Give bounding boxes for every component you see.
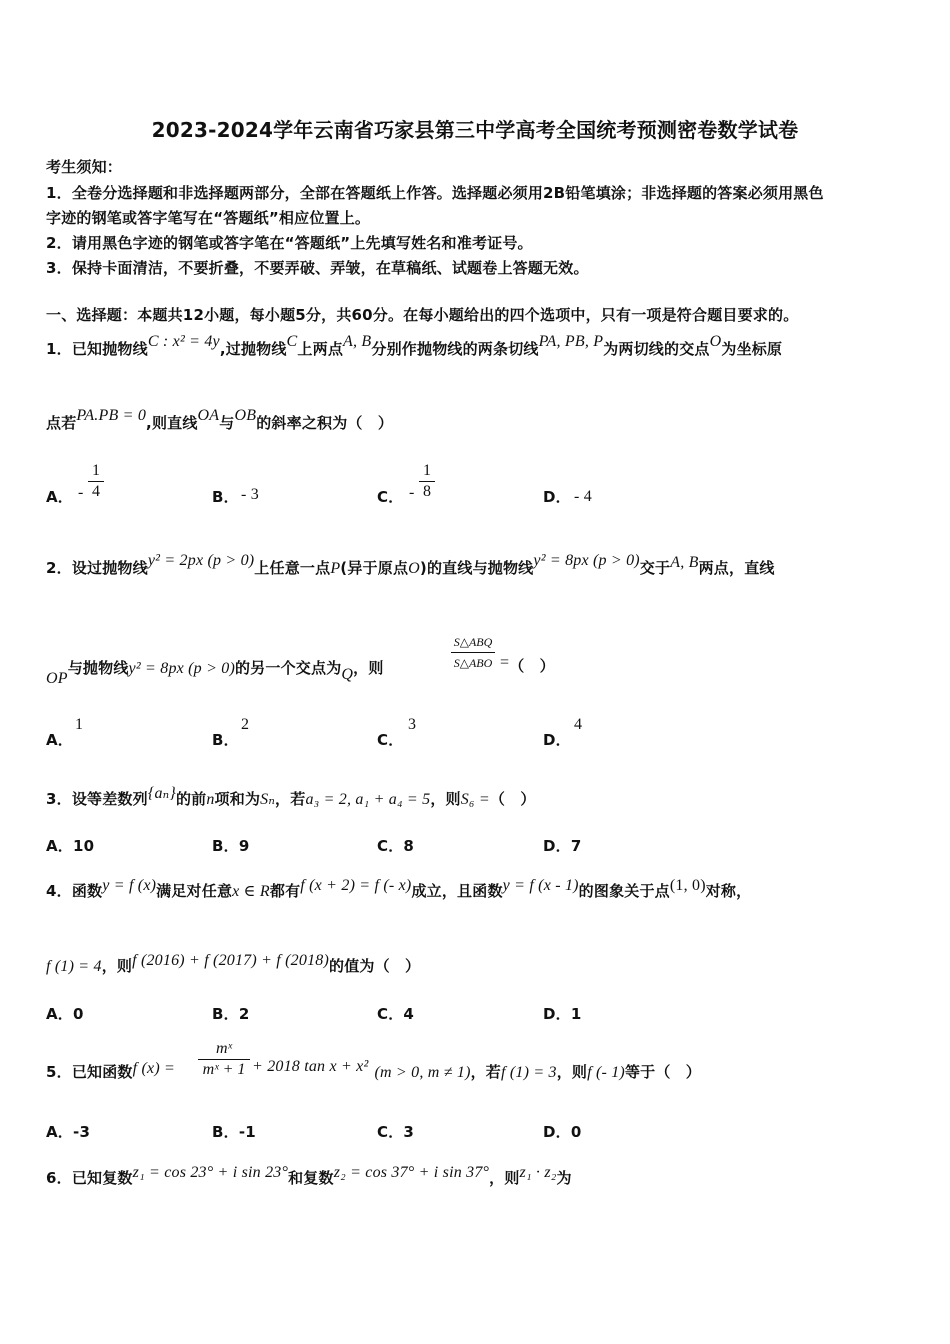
option-label: B． xyxy=(212,1123,239,1141)
q2-option-c-value: 3 xyxy=(408,716,417,733)
q3-math: n xyxy=(206,791,215,808)
option-value: 4 xyxy=(403,1005,415,1023)
q2-math: O xyxy=(408,560,420,577)
question-5-rest xyxy=(252,1058,701,1082)
q5-option-b xyxy=(212,1121,256,1142)
q3-math: a₃ = 2, a₁ + a₄ = 5 xyxy=(305,791,431,808)
q3-option-b xyxy=(212,835,249,856)
q6-math: z₂ = cos 37° + i sin 37° xyxy=(333,1164,490,1181)
option-value: -3 xyxy=(73,1123,91,1141)
q4-text: 4．函数 xyxy=(46,882,103,900)
option-value: 7 xyxy=(570,837,582,855)
q4-text: 都有 xyxy=(269,882,301,900)
fraction-numerator: mˣ xyxy=(215,1040,233,1057)
option-label: D． xyxy=(543,837,571,855)
option-value: 2 xyxy=(238,1005,250,1023)
notice-line: 2．请用黑色字迹的钢笔或答字笔在“答题纸”上先填写姓名和准考证号。 xyxy=(46,234,533,252)
q4-math: y = f (x - 1) xyxy=(502,877,579,894)
q4-math: f (1) = 4 xyxy=(46,958,102,975)
q4-option-a xyxy=(46,1003,84,1024)
q4-text: 成立，且函数 xyxy=(411,882,503,900)
section-heading: 一、选择题：本题共12小题，每小题5分，共60分。在每小题给出的四个选项中，只有一项是符合题目要求的。 xyxy=(46,306,799,324)
q1-option-a-label: A． xyxy=(46,488,74,506)
q4-math: (1, 0) xyxy=(669,877,706,894)
option-label: B． xyxy=(212,1005,239,1023)
fraction-numerator: 1 xyxy=(423,462,431,479)
q2-text: ，则 xyxy=(353,659,384,677)
q2-text: )的直线与抛物线 xyxy=(419,559,534,577)
fraction-denominator: S△ABO xyxy=(453,656,493,670)
q3-math: {aₙ} xyxy=(147,785,176,802)
q1-option-c-sign: - xyxy=(409,484,415,501)
q5-text: ，若 xyxy=(470,1063,502,1081)
q1-option-b-value: - 3 xyxy=(241,486,259,503)
option-label: D． xyxy=(543,1123,571,1141)
q3-text: 3．设等差数列 xyxy=(46,790,148,808)
notice-line: 字迹的钢笔或答字笔写在“答题纸”相应位置上。 xyxy=(46,209,371,227)
q4-math: f (x + 2) = f (- x) xyxy=(300,877,412,894)
q2-text: （ ） xyxy=(509,657,555,675)
option-label: A． xyxy=(46,1005,74,1023)
q2-math: y² = 2px (p > 0) xyxy=(147,552,255,569)
q4-math: f (2016) + f (2017) + f (2018) xyxy=(132,952,330,969)
q1-math: PA.PB = 0 xyxy=(76,407,147,424)
q1-text: 为坐标原 xyxy=(721,340,783,358)
q1-text: 的斜率之积为（ ） xyxy=(256,414,394,432)
q4-math: y = f (x) xyxy=(102,877,157,894)
q5-math: f (x) = xyxy=(132,1060,176,1077)
option-value: 3 xyxy=(403,1123,415,1141)
q2-option-d-value: 4 xyxy=(574,716,583,733)
question-3 xyxy=(46,785,536,809)
q2-option-d-label: D． xyxy=(543,731,571,749)
q2-text: 的另一个交点为 xyxy=(235,659,342,677)
q4-text: 满足对任意 xyxy=(156,882,233,900)
q4-option-d xyxy=(543,1003,582,1024)
q2-text: 上任意一点 xyxy=(254,559,331,577)
q2-text: 两点，直线 xyxy=(698,559,775,577)
option-label: A． xyxy=(46,1123,74,1141)
question-2-line-2 xyxy=(46,657,384,687)
page-title: 2023-2024学年云南省巧家县第三中学高考全国统考预测密卷数学试卷 xyxy=(151,118,799,142)
q6-math: z₁ · z₂ xyxy=(519,1164,557,1181)
option-value: 9 xyxy=(238,837,250,855)
q4-text: 的值为（ ） xyxy=(329,957,421,975)
q1-option-c-fraction xyxy=(419,462,435,501)
q2-text: 交于 xyxy=(639,559,671,577)
q3-text: 项和为 xyxy=(214,790,261,808)
q1-text: 1．已知抛物线 xyxy=(46,340,148,358)
q4-math: x ∈ R xyxy=(232,883,270,900)
fraction-numerator: S△ABQ xyxy=(453,635,493,649)
q6-text: 6．已知复数 xyxy=(46,1169,133,1187)
option-value: 8 xyxy=(403,837,415,855)
q2-text: 与抛物线 xyxy=(67,659,129,677)
q5-text: 5．已知函数 xyxy=(46,1063,133,1081)
q2-math: y² = 8px (p > 0) xyxy=(128,660,235,677)
q6-text: ，则 xyxy=(489,1169,520,1187)
q4-text: 的图象关于点 xyxy=(578,882,670,900)
option-value: 0 xyxy=(570,1123,582,1141)
q4-text: ，则 xyxy=(101,957,133,975)
q6-text: 和复数 xyxy=(288,1169,334,1187)
q2-area-ratio-fraction xyxy=(451,633,495,672)
option-label: C． xyxy=(377,837,404,855)
q1-text: 分别作抛物线的两条切线 xyxy=(371,340,539,358)
fraction-denominator: 4 xyxy=(92,483,100,500)
q3-option-a xyxy=(46,835,94,856)
q5-math: f (1) = 3 xyxy=(501,1064,557,1081)
notice-line: 1．全卷分选择题和非选择题两部分，全部在答题纸上作答。选择题必须用2B铅笔填涂；非选择题的答案必须用黑色 xyxy=(46,184,824,202)
q5-option-c xyxy=(377,1121,414,1142)
q4-text: 对称， xyxy=(705,882,752,900)
q1-text: 上两点 xyxy=(297,340,344,358)
q5-text: 等于（ ） xyxy=(624,1063,701,1081)
q5-math: f (- 1) xyxy=(587,1064,625,1081)
q2-option-a-label: A． xyxy=(46,731,74,749)
q1-math: OA xyxy=(197,407,220,424)
option-label: D． xyxy=(543,1005,571,1023)
question-2-line-1 xyxy=(46,552,775,578)
q2-tail xyxy=(500,655,555,676)
question-5-start xyxy=(46,1061,175,1082)
q3-text: ，则 xyxy=(430,790,461,808)
fraction-numerator: 1 xyxy=(92,462,100,479)
question-1-line-1 xyxy=(46,333,783,359)
q2-math: P xyxy=(330,560,341,577)
option-label: C． xyxy=(377,1123,404,1141)
q2-math: Q xyxy=(341,666,354,683)
option-label: B． xyxy=(212,837,239,855)
q3-text: 的前 xyxy=(175,790,207,808)
q3-math: Sₙ xyxy=(260,791,276,808)
q2-text: 2．设过抛物线 xyxy=(46,559,148,577)
question-4-line-2 xyxy=(46,952,421,976)
q5-option-a xyxy=(46,1121,90,1142)
q2-option-b-label: B． xyxy=(212,731,239,749)
q5-option-d xyxy=(543,1121,582,1142)
q6-text: 为 xyxy=(556,1169,572,1187)
q2-option-a-value: 1 xyxy=(75,716,84,733)
q1-option-d-value: - 4 xyxy=(574,488,592,505)
option-value: 0 xyxy=(73,1005,84,1023)
q1-math: O xyxy=(709,333,722,350)
q5-fraction xyxy=(198,1040,250,1079)
option-value: 1 xyxy=(570,1005,582,1023)
fraction-denominator: 8 xyxy=(423,483,431,500)
q1-math: A, B xyxy=(343,333,372,350)
option-label: C． xyxy=(377,1005,404,1023)
q3-option-d xyxy=(543,835,582,856)
question-6 xyxy=(46,1164,572,1188)
q1-text: 为两切线的交点 xyxy=(603,340,710,358)
question-1-line-2 xyxy=(46,407,394,433)
notice-line: 3．保持卡面清洁，不要折叠，不要弄破、弄皱，在草稿纸、试题卷上答题无效。 xyxy=(46,259,589,277)
q2-option-b-value: 2 xyxy=(241,716,250,733)
q5-text: ，则 xyxy=(556,1063,588,1081)
option-value: 10 xyxy=(73,837,95,855)
q1-math: OB xyxy=(234,407,257,424)
q2-math: A, B xyxy=(670,554,699,571)
q2-option-c-label: C． xyxy=(377,731,404,749)
q6-math: z₁ = cos 23° + i sin 23° xyxy=(132,1164,289,1181)
q1-text: 与 xyxy=(219,414,235,432)
notice-heading: 考生须知： xyxy=(46,158,123,176)
q4-option-b xyxy=(212,1003,249,1024)
q2-math: OP xyxy=(46,670,68,687)
option-label: A． xyxy=(46,837,74,855)
q3-math: S₆ = xyxy=(460,791,490,808)
option-value: -1 xyxy=(238,1123,256,1141)
q1-math: PA, PB, P xyxy=(538,333,604,350)
fraction-denominator: mˣ + 1 xyxy=(202,1061,246,1078)
q1-math: C : x² = 4y xyxy=(147,333,220,350)
q2-text: (异于原点 xyxy=(340,559,409,577)
q3-text: （ ） xyxy=(489,790,536,808)
q1-text: ,则直线 xyxy=(146,414,198,432)
q1-option-c-label: C． xyxy=(377,488,404,506)
q1-option-a-fraction xyxy=(88,462,104,501)
q1-option-b-label: B． xyxy=(212,488,239,506)
q1-text: ,过抛物线 xyxy=(219,340,287,358)
q1-option-a-sign: - xyxy=(78,484,84,501)
q1-math: C xyxy=(286,333,298,350)
q3-text: ，若 xyxy=(275,790,306,808)
q2-math: y² = 8px (p > 0) xyxy=(533,552,640,569)
q4-option-c xyxy=(377,1003,414,1024)
question-4-line-1 xyxy=(46,877,752,901)
q2-equals: = xyxy=(500,654,510,671)
q5-math: (m > 0, m ≠ 1) xyxy=(374,1064,471,1081)
q3-option-c xyxy=(377,835,414,856)
q5-math: + 2018 tan x + x² xyxy=(252,1058,369,1075)
q1-text: 点若 xyxy=(46,414,77,432)
q1-option-d-label: D． xyxy=(543,488,571,506)
